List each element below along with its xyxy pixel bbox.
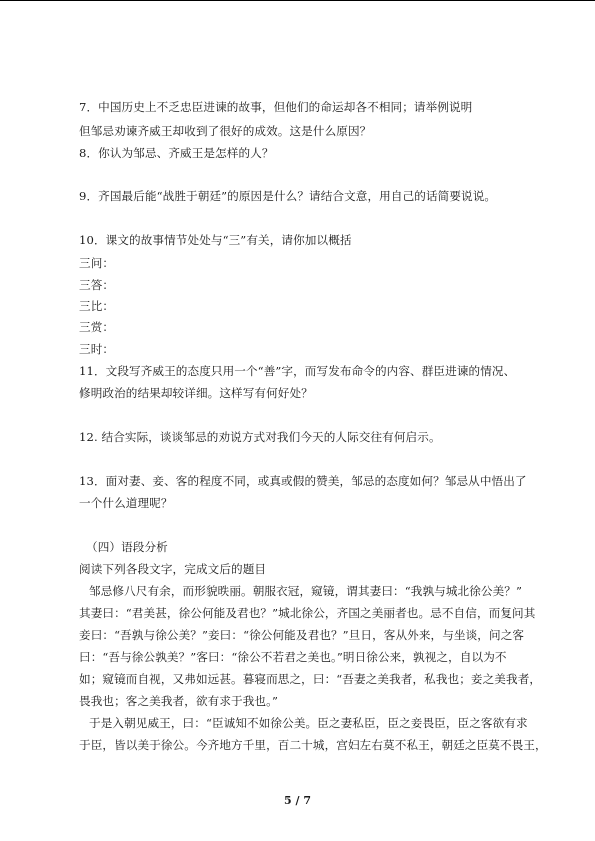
answer-label-three-answers: 三答： [79, 278, 115, 292]
answer-label-three-times: 三时： [79, 342, 115, 356]
passage-paragraph-1-line-6: 畏我也；客之美我者，欲有求于我也。” [79, 694, 279, 708]
passage-paragraph-1-line-4: 曰：“吾与徐公孰美？”客曰：“徐公不若君之美也。”明日徐公来，孰视之，自以为不 [79, 650, 507, 664]
question-8: 8．你认为邹忌、齐威王是怎样的人？ [79, 146, 274, 160]
question-11-line-1: 11．文段写齐威王的态度只用一个“善”字，而写发布命令的内容、群臣进谏的情况、 [79, 364, 516, 378]
question-11-line-2: 修明政治的结果却较详细。这样写有何好处？ [79, 386, 313, 400]
passage-paragraph-1-line-3: 妾曰：“吾孰与徐公美？”妾曰：“徐公何能及君也？”旦日，客从外来，与坐谈，问之客 [79, 628, 525, 642]
passage-paragraph-1-line-5: 如；窥镜而自视，又弗如远甚。暮寝而思之，曰：“吾妻之美我者，私我也；妾之美我者， [79, 672, 542, 686]
passage-paragraph-2-line-1: 于是入朝见威王，曰：“臣诚知不如徐公美。臣之妻私臣，臣之妾畏臣，臣之客欲有求 [89, 716, 528, 730]
question-13-line-2: 一个什么道理呢？ [79, 496, 173, 510]
top-border-line [0, 0, 595, 1]
reading-instructions: 阅读下列各段文字，完成文后的题目 [79, 562, 267, 576]
section-heading-passage-analysis: （四）语段分析 [86, 540, 168, 554]
answer-label-three-comparisons: 三比： [79, 299, 115, 313]
question-7-line-2: 但邹忌劝谏齐威王却收到了很好的成效。这是什么原因？ [79, 124, 372, 138]
page-number: 5 / 7 [284, 794, 311, 807]
question-9: 9．齐国最后能“战胜于朝廷”的原因是什么？请结合文意，用自己的话简要说说。 [79, 189, 497, 203]
passage-paragraph-1-line-1: 邹忌修八尺有余，而形貌昳丽。朝服衣冠，窥镜，谓其妻曰：“我孰与城北徐公美？” [89, 584, 523, 598]
question-13-line-1: 13．面对妻、妾、客的程度不同，或真或假的赞美，邹忌的态度如何？邹忌从中悟出了 [79, 474, 527, 488]
question-7-line-1: 7．中国历史上不乏忠臣进谏的故事，但他们的命运却各不相同；请举例说明 [79, 100, 473, 114]
answer-label-three-rewards: 三赏： [79, 320, 115, 334]
passage-paragraph-1-line-2: 其妻曰：“君美甚，徐公何能及君也？”城北徐公，齐国之美丽者也。忌不自信，而复问其 [79, 606, 536, 620]
question-10: 10．课文的故事情节处处与“三”有关，请你加以概括 [79, 233, 352, 247]
question-12: 12. 结合实际，谈谈邹忌的劝说方式对我们今天的人际交往有何启示。 [79, 430, 441, 444]
answer-label-three-questions: 三问： [79, 256, 115, 270]
passage-paragraph-2-line-2: 于臣，皆以美于徐公。今齐地方千里，百二十城，宫妇左右莫不私王，朝廷之臣莫不畏王， [79, 738, 547, 752]
